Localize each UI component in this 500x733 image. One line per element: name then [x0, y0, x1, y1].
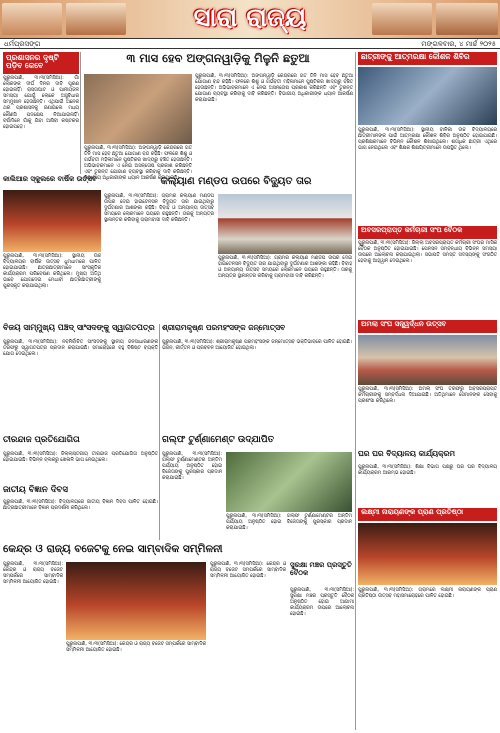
date-bar: [0, 38, 500, 49]
article-suraksha-body: ପୁରୁନାପାଣି, ୩।୩(ସମିସିଆ): ସୁରକ୍ଷା ମଞ୍ଚର ପ୍ରସ୍ତୁତି ବୈଠକ ଅନୁଷ୍ଠିତ ହୋଇ ଆଗାମୀ କାର୍ଯ୍ୟକ୍ରମ ଉପରେ ଆଲୋଚନା ହୋଇଛି।: [290, 588, 354, 618]
article-golf-body: ପୁରୁନାପାଣି, ୩।୩(ସମିସିଆ): ଗଲ୍ଫ ଟୁର୍ଣ୍ଣାମେଣ୍ଟର ଅନ୍ତିମ ପର୍ଯ୍ୟାୟ ଅନୁଷ୍ଠିତ ହୋଇ ବିଜେତାଙ୍କୁ ପୁରସ୍କାର ପ୍ରଦାନ କରାଯାଇଛି।: [162, 452, 222, 482]
headline-mp-welcome: ବିଜୟ ସାମ୍ମୁଖ୍ୟ ପଞ୍ଚଦ୍ ସାଂସଦଙ୍କୁ ସ୍ୱାଗତପତ୍ର: [3, 323, 155, 332]
photo-anganwadi-children: [84, 74, 192, 144]
date-bar-date: ମଙ୍ଗଳବାର, ୪ ମାର୍ଚ୍ଚ ୨୦୨୫: [421, 40, 496, 48]
article-retired-employees-body: ପୁରୁନାପାଣି, ୩।୩(ସମିସିଆ): ଜିଲ୍ଲା ଅବସରପ୍ରାପ୍ତ କର୍ମଚାରୀ ସଂଘର ମାସିକ ବୈଠକ ଅନୁଷ୍ଠିତ ହୋଇଯାଇଛି। ପେନସନ ସମ୍ବନ୍ଧୀୟ ବିଭିନ୍ନ ସମସ୍ୟା ଉପରେ ଆଲୋଚନା କରାଯାଇଥିଲା। ସଭାପତି ସମସ୍ତ ସଦସ୍ୟଙ୍କୁ ସଂଗଠିତ ହେବାକୁ ଆହ୍ୱାନ ଦେଇଥିଲେ।: [358, 241, 497, 265]
article-ghar-ghar-body: ପୁରୁନାପାଣି, ୩।୩(ସମିସିଆ): ଶିକ୍ଷା ବିଭାଗ ପକ୍ଷରୁ ଘର ଘର ବିଦ୍ୟାଳୟ କାର୍ଯ୍ୟକ୍ରମ ଆରମ୍ଭ ହୋଇଛି।: [358, 465, 497, 477]
column-divider-row1: [80, 52, 81, 174]
article-anganwadi-body-2: ପୁରୁନାପାଣି, ୩।୩(ସମିସିଆ): ଅଙ୍ଗନୱାଡ଼ି କେନ୍ଦ୍ରରେ ଗତ ତିନି ମାସ ହେବ ଛତୁଆ ଯୋଗାଣ ବନ୍ଦ ରହିଛି। ଫଳରେ ଶିଶୁ ଓ ଗର୍ଭବତୀ ମହିଳାମାନେ ପୁଷ୍ଟିକର ଖାଦ୍ୟରୁ ବଞ୍ଚିତ ହେଉଛନ୍ତି। ଅଭିଭାବକମାନେ ଏ ନେଇ ଅସନ୍ତୋଷ ପ୍ରକାଶ କରିଛନ୍ତି ଏବଂ ତୁରନ୍ତ ଯୋଗାଣ ବ୍ୟବସ୍ଥା କରିବାକୁ ଦାବି କରିଛନ୍ତି। ବିଭାଗୀୟ ଅଧିକାରୀଙ୍କ ଧ୍ୟାନ ଆକର୍ଷଣ କରାଯାଇଛି।: [84, 146, 192, 182]
photo-amala-sangha: [358, 335, 497, 385]
date-bar-left: ଧର୍ମପ୍ରସଙ୍ଗ: [4, 40, 41, 48]
photo-lakshmi-narayan: [358, 523, 497, 585]
headline-amala-sangha: ଅମଲା ସଂଘ ସନ୍ତ୍ୱର୍ଦ୍ଧନ ଉତ୍ସବ: [358, 320, 497, 333]
photo-self-defense-camp: [358, 67, 497, 125]
article-golf-body-2: ପୁରୁନାପାଣି, ୩।୩(ସମିସିଆ): ଗଲ୍ଫ ଟୁର୍ଣ୍ଣାମେଣ୍ଟର ଅନ୍ତିମ ପର୍ଯ୍ୟାୟ ଅନୁଷ୍ଠିତ ହୋଇ ବିଜେତାଙ୍କୁ ପୁରସ୍କାର ପ୍ରଦାନ କରାଯାଇଛି।: [226, 514, 352, 532]
article-school-annual-body: ପୁରୁନାପାଣି, ୩।୩(ସମିସିଆ): ସ୍ଥାନୀୟ ଉଚ୍ଚ ବିଦ୍ୟାଳୟର ବାର୍ଷିକ ଉତ୍ସବ ଧୁମଧାମରେ ପାଳିତ ହୋଇଯାଇଛି। ଛାତ୍ରଛାତ୍ରୀମାନେ ସାଂସ୍କୃତିକ କାର୍ଯ୍ୟକ୍ରମ ପରିବେଷଣ କରିଥିଲେ। ମୁଖ୍ୟ ଅତିଥି ଭାବେ ଯୋଗଦେଇ ମେଧାବୀ ଛାତ୍ରଛାତ୍ରୀଙ୍କୁ ପୁରସ୍କୃତ କରାଯାଇଥିଲା।: [3, 254, 101, 290]
headline-ghar-ghar: ଘର ଘର ବିଦ୍ୟାଳୟ କାର୍ଯ୍ୟକ୍ରମ: [358, 449, 455, 458]
article-budget-body-3: ପୁରୁନାପାଣି, ୩।୩(ସମିସିଆ): କେନ୍ଦ୍ର ଓ ରାଜ୍ୟ ବଜେଟ ସମ୍ପର୍କରେ ସାମ୍ବାଦିକ ସମ୍ମିଳନୀ ଆୟୋଜିତ ହୋଇଛି।: [210, 562, 286, 580]
headline-golf-tournament: ଗଲ୍ଫ ଟୁର୍ଣ୍ଣାମେଣ୍ଟ ଉଦ୍‌ଯାପିତ: [162, 435, 274, 445]
headline-anganwadi: ୩ ମାସ ହେବ ଅଙ୍ଗନୱାଡ଼ିକୁ ମିଳୁନି ଛତୁଆ: [126, 51, 310, 65]
article-archery-body: ପୁରୁନାପାଣି, ୩।୩(ସମିସିଆ): ଜିଲ୍ଲାସ୍ତରୀୟ ତୀରନ୍ଦାଜ ପ୍ରତିଯୋଗିତା ଅନୁଷ୍ଠିତ ହୋଇଯାଇଛି। ବିଭିନ୍ନ ବ୍ଲକରୁ ଖେଳାଳି ଭାଗ ନେଇଥିଲେ।: [3, 452, 158, 464]
column-divider-right: [355, 52, 356, 730]
masthead-image-tower: [436, 3, 498, 35]
photo-school-annual-stage: [3, 190, 101, 252]
headline-school-annual: କାଲିଆର ସ୍କୁଲରେ ବାର୍ଷିକ ଉତ୍ସବ: [3, 175, 97, 183]
photo-kalyan-mandap: [218, 194, 352, 254]
article-self-defense-body: ପୁରୁନାପାଣି, ୩।୩(ସମିସିଆ): ସ୍ଥାନୀୟ ବାଳିକା ଉଚ୍ଚ ବିଦ୍ୟାଳୟରେ ଛାତ୍ରୀମାନଙ୍କ ପାଇଁ ଆତ୍ମରକ୍ଷା କୌଶଳ ଶିବିର ଅନୁଷ୍ଠିତ ହୋଇଯାଇଛି। ପ୍ରଶିକ୍ଷକମାନେ ବିଭିନ୍ନ କୌଶଳ ଶିଖାଇଥିଲେ। ଶତାଧିକ ଛାତ୍ରୀ ଏଥିରେ ଭାଗ ନେଇଥିଲେ ଏବଂ ଶିକ୍ଷକ ଶିକ୍ଷୟିତ୍ରୀମାନେ ଉପସ୍ଥିତ ଥିଲେ।: [358, 128, 497, 152]
masthead-image-right: [372, 3, 432, 35]
headline-prashasana: ପ୍ରଶାସନର ଦୃଷ୍ଟି ପଡ଼ିବ କେବେ: [3, 52, 79, 74]
article-lakshmi-narayan-body: ପୁରୁନାପାଣି, ୩।୩(ସମିସିଆ): ଗ୍ରାମରେ ଲକ୍ଷ୍ମୀ ନାରାୟଣଙ୍କ ପ୍ରାଣ ପ୍ରତିଷ୍ଠା ଉତ୍ସବ ମହାସମାରୋହରେ ପାଳିତ ହୋଇଛି।: [358, 588, 497, 600]
article-kalyan-mandap-body-2: ପୁରୁନାପାଣି, ୩।୩(ସମିସିଆ): ଗ୍ରାମର କଲ୍ୟାଣ ମଣ୍ଡପ ଉପର ଦେଇ ହାଇଟେନସନ ବିଦ୍ୟୁତ ତାର ଯାଇଥିବାରୁ ଦୁର୍ଘଟଣାର ଆଶଙ୍କା ରହିଛି। ବିବାହ ଓ ଅନ୍ୟାନ୍ୟ ଉତ୍ସବ ସମୟରେ ଲୋକମାନେ ଭୟରେ ରହୁଛନ୍ତି। ତାରକୁ ଅନ୍ୟତ୍ର ସ୍ଥାନାନ୍ତର କରିବାକୁ ଗ୍ରାମବାସୀ ଦାବି କରିଛନ୍ତି।: [218, 256, 352, 280]
headline-suraksha-mancha: ସୁରକ୍ଷା ମଞ୍ଚର ପ୍ରସ୍ତୁତି ବୈଠକ: [290, 561, 352, 577]
headline-self-defense: ଛାତ୍ରୀଙ୍କୁ ଆତ୍ମରକ୍ଷା କୌଶଳ ଶିବିର: [358, 52, 497, 65]
headline-budget-press-meet: କେନ୍ଦ୍ର ଓ ରାଜ୍ୟ ବଜେଟକୁ ନେଇ ସାମ୍ବାଦିକ ସମ୍ମିଳନୀ: [3, 543, 223, 555]
masthead-image-temple: [66, 3, 126, 35]
headline-science-day: ଜାତୀୟ ବିଜ୍ଞାନ ଦିବସ: [3, 485, 68, 495]
headline-archery: ତୀରନ୍ଦାଜ ପ୍ରତିଯୋଗିତା: [3, 435, 80, 445]
article-amala-sangha-body: ପୁରୁନାପାଣି, ୩।୩(ସମିସିଆ): ଅମଲା ସଂଘ ତରଫରୁ ଅବସରପ୍ରାପ୍ତ କର୍ମଚାରୀଙ୍କୁ ସମ୍ବର୍ଦ୍ଧନା ଦିଆଯାଇଛି। ଅତିଥିମାନେ ସେମାନଙ୍କ ସେବାକୁ ପ୍ରଶଂସା କରିଥିଲେ।: [358, 387, 497, 405]
headline-lakshmi-narayan: ଲକ୍ଷ୍ମୀ ନାରାୟଣଙ୍କ ପ୍ରାଣ ପ୍ରତିଷ୍ଠା: [358, 508, 497, 521]
article-anganwadi-body: ପୁରୁନାପାଣି, ୩।୩(ସମିସିଆ): ଅଙ୍ଗନୱାଡ଼ି କେନ୍ଦ୍ରରେ ଗତ ତିନି ମାସ ହେବ ଛତୁଆ ଯୋଗାଣ ବନ୍ଦ ରହିଛି। ଫଳରେ ଶିଶୁ ଓ ଗର୍ଭବତୀ ମହିଳାମାନେ ପୁଷ୍ଟିକର ଖାଦ୍ୟରୁ ବଞ୍ଚିତ ହେଉଛନ୍ତି। ଅଭିଭାବକମାନେ ଏ ନେଇ ଅସନ୍ତୋଷ ପ୍ରକାଶ କରିଛନ୍ତି ଏବଂ ତୁରନ୍ତ ଯୋଗାଣ ବ୍ୟବସ୍ଥା କରିବାକୁ ଦାବି କରିଛନ୍ତି। ବିଭାଗୀୟ ଅଧିକାରୀଙ୍କ ଧ୍ୟାନ ଆକର୍ଷଣ କରାଯାଇଛି।: [195, 74, 353, 104]
article-mp-welcome-body: ପୁରୁନାପାଣି, ୩।୩(ସମିସିଆ): ନବନିର୍ବାଚିତ ସାଂସଦଙ୍କୁ ସ୍ଥାନୀୟ ଜନସାଧାରଣଙ୍କ ତରଫରୁ ସ୍ୱାଗତପତ୍ର ପ୍ରଦାନ କରାଯାଇଛି। ସମାରୋହରେ ବହୁ ବିଶିଷ୍ଟ ବ୍ୟକ୍ତି ଯୋଗ ଦେଇଥିଲେ।: [3, 340, 158, 358]
article-science-day-body: ପୁରୁନାପାଣି, ୩।୩(ସମିସିଆ): ବିଦ୍ୟାଳୟରେ ଜାତୀୟ ବିଜ୍ଞାନ ଦିବସ ପାଳିତ ହୋଇଛି। ଛାତ୍ରଛାତ୍ରୀମାନେ ବିଜ୍ଞାନ ପ୍ରଦର୍ଶନୀ କରିଥିଲେ।: [3, 500, 158, 512]
article-prashasana-body: ପୁରୁନାପାଣି, ୩।୩(ସମିସିଆ): ଗାଁ ଲୋକଙ୍କ ଦୀର୍ଘ ଦିନର ଦାବି ପୂରଣ ହୋଇନାହିଁ। ରାସ୍ତାଘାଟ ଓ ପାନୀୟଜଳ ସମସ୍ୟା ଯୋଗୁଁ ଲୋକେ ଅସୁବିଧାର ସମ୍ମୁଖୀନ ହେଉଛନ୍ତି। ଏଥିପାଇଁ ଅନେକ ଥର ପ୍ରଶାସନକୁ ଜଣାଇଲେ ମଧ୍ୟ କୌଣସି ପଦକ୍ଷେପ ନିଆଯାଇନାହିଁ। ବର୍ଷାଦିନେ ଗାଁକୁ ଯିବା ଆସିବା କଷ୍ଟକର ହୋଇପଡ଼େ।: [3, 76, 79, 130]
headline-kalyan-mandap: କଲ୍ୟାଣ ମଣ୍ଡପ ଉପରେ ବିଦ୍ୟୁତ ତାର: [160, 176, 312, 187]
masthead: [0, 0, 500, 38]
article-ramakrishna-body: ପୁରୁନାପାଣି, ୩।୩(ସମିସିଆ): ଶ୍ରୀରାମକୃଷ୍ଣ ପରମହଂସଙ୍କ ଜନ୍ମୋତ୍ସବ ଭକ୍ତିଭାବରେ ପାଳିତ ହୋଇଛି। ଭଜନ, କୀର୍ତ୍ତନ ଓ ପ୍ରବଚନ ଆୟୋଜିତ ହୋଇଥିଲା।: [162, 340, 352, 352]
article-budget-body-2: ପୁରୁନାପାଣି, ୩।୩(ସମିସିଆ): କେନ୍ଦ୍ର ଓ ରାଜ୍ୟ ବଜେଟ ସମ୍ପର୍କରେ ସାମ୍ବାଦିକ ସମ୍ମିଳନୀ ଆୟୋଜିତ ହୋଇଛି।: [66, 642, 206, 654]
masthead-title: ସାରା ରାଜ୍ୟ: [193, 3, 307, 33]
photo-budget-press-meet: [66, 562, 206, 640]
headline-retired-employees: ଅବସରପ୍ରାପ୍ତ କର୍ମଚାରୀ ସଂଘ ବୈଠକ: [358, 226, 497, 239]
masthead-image-left: [2, 3, 62, 35]
article-budget-body: ପୁରୁନାପାଣି, ୩।୩(ସମିସିଆ): କେନ୍ଦ୍ର ଓ ରାଜ୍ୟ ବଜେଟ ସମ୍ପର୍କରେ ସାମ୍ବାଦିକ ସମ୍ମିଳନୀ ଆୟୋଜିତ ହୋଇଛି।: [3, 562, 63, 586]
column-divider-row3: [159, 324, 160, 540]
photo-golf-tournament: [226, 452, 352, 512]
article-kalyan-mandap-body: ପୁରୁନାପାଣି, ୩।୩(ସମିସିଆ): ଗ୍ରାମର କଲ୍ୟାଣ ମଣ୍ଡପ ଉପର ଦେଇ ହାଇଟେନସନ ବିଦ୍ୟୁତ ତାର ଯାଇଥିବାରୁ ଦୁର୍ଘଟଣାର ଆଶଙ୍କା ରହିଛି। ବିବାହ ଓ ଅନ୍ୟାନ୍ୟ ଉତ୍ସବ ସମୟରେ ଲୋକମାନେ ଭୟରେ ରହୁଛନ୍ତି। ତାରକୁ ଅନ୍ୟତ୍ର ସ୍ଥାନାନ୍ତର କରିବାକୁ ଗ୍ରାମବାସୀ ଦାବି କରିଛନ୍ତି।: [104, 194, 214, 224]
headline-ramakrishna: ଶ୍ରୀରାମକୃଷ୍ଣ ପରମହଂସଙ୍କ ଜନ୍ମୋତ୍ସବ: [162, 323, 286, 332]
